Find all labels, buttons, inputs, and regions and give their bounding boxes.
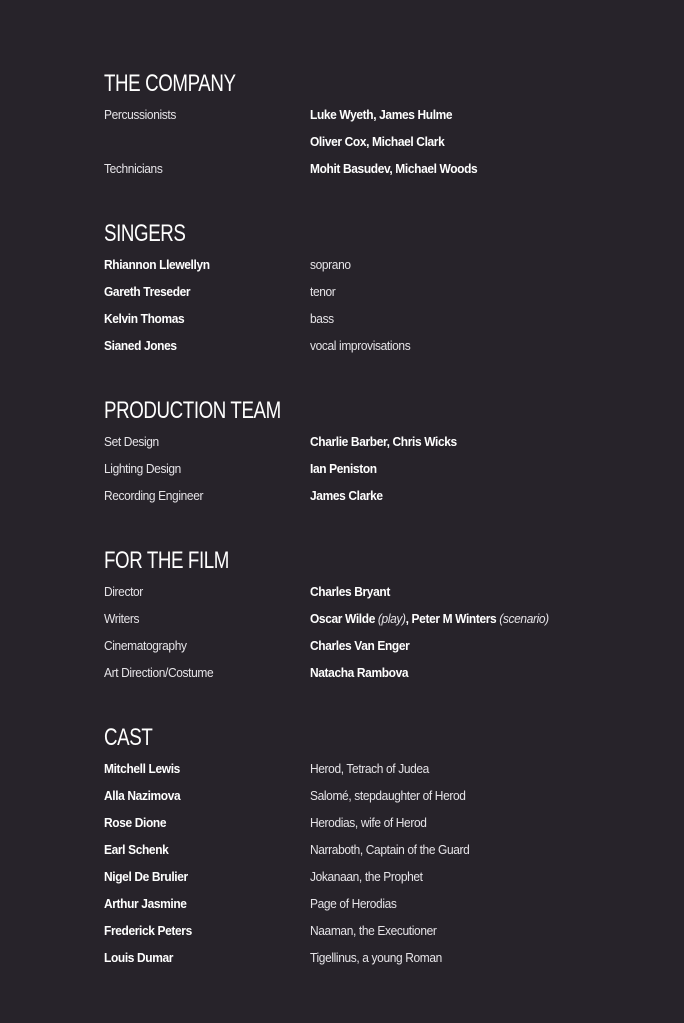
singer-name: Sianed Jones [104, 338, 177, 353]
film-role: Writers [104, 611, 140, 626]
singer-row [104, 310, 664, 337]
film-names: Natacha Rambova [310, 665, 409, 680]
production-section [104, 397, 664, 514]
singer-voice: tenor [310, 284, 336, 299]
cast-row [104, 787, 664, 814]
production-row [104, 487, 664, 514]
film-row [104, 637, 664, 664]
writer-note: (scenario) [499, 611, 549, 626]
cast-row [104, 760, 664, 787]
cast-actor: Alla Nazimova [104, 788, 181, 803]
writer-name: Peter M Winters [411, 611, 497, 626]
production-role: Recording Engineer [104, 488, 204, 503]
production-role: Lighting Design [104, 461, 181, 476]
cast-row [104, 922, 664, 949]
cast-character: Jokanaan, the Prophet [310, 869, 423, 884]
cast-actor: Nigel De Brulier [104, 869, 188, 884]
singer-row [104, 256, 664, 283]
production-names: James Clarke [310, 488, 383, 503]
film-heading: FOR THE FILM [104, 547, 229, 574]
singer-name: Kelvin Thomas [104, 311, 185, 326]
company-list [104, 106, 664, 187]
singer-row [104, 283, 664, 310]
cast-row [104, 949, 664, 976]
singers-heading: SINGERS [104, 220, 186, 247]
film-role: Director [104, 584, 143, 599]
cast-character: Herodias, wife of Herod [310, 815, 427, 830]
production-list [104, 433, 664, 514]
singer-voice: bass [310, 311, 334, 326]
company-role: Percussionists [104, 107, 176, 122]
writer-name: Oscar Wilde [310, 611, 375, 626]
singer-voice: soprano [310, 257, 351, 272]
cast-actor: Louis Dumar [104, 950, 174, 965]
cast-actor: Rose Dione [104, 815, 167, 830]
cast-character: Narraboth, Captain of the Guard [310, 842, 470, 857]
cast-heading: CAST [104, 724, 153, 751]
cast-character: Tigellinus, a young Roman [310, 950, 442, 965]
cast-actor: Earl Schenk [104, 842, 169, 857]
production-names: Ian Peniston [310, 461, 377, 476]
singer-name: Gareth Treseder [104, 284, 191, 299]
film-names: Charles Bryant [310, 584, 390, 599]
film-row [104, 664, 664, 691]
company-row [104, 106, 664, 133]
cast-row [104, 895, 664, 922]
cast-actor: Frederick Peters [104, 923, 192, 938]
singers-section [104, 220, 664, 364]
singers-list [104, 256, 664, 364]
cast-actor: Arthur Jasmine [104, 896, 187, 911]
company-names: Luke Wyeth, James Hulme [310, 107, 453, 122]
cast-character: Naaman, the Executioner [310, 923, 437, 938]
writer-note: (play) [377, 611, 406, 626]
company-names: Oliver Cox, Michael Clark [310, 134, 445, 149]
production-role: Set Design [104, 434, 159, 449]
cast-row [104, 868, 664, 895]
production-row [104, 433, 664, 460]
production-row [104, 460, 664, 487]
cast-actor: Mitchell Lewis [104, 761, 180, 776]
company-role: Technicians [104, 161, 163, 176]
film-writers [310, 610, 549, 628]
film-row [104, 610, 664, 637]
film-names: Charles Van Enger [310, 638, 410, 653]
writer-separator: , [405, 611, 409, 626]
film-row [104, 583, 664, 610]
cast-row [104, 841, 664, 868]
cast-section [104, 724, 664, 976]
cast-row [104, 814, 664, 841]
singer-row [104, 337, 664, 364]
film-section [104, 547, 664, 691]
company-heading: THE COMPANY [104, 70, 236, 97]
film-list [104, 583, 664, 691]
production-heading: PRODUCTION TEAM [104, 397, 281, 424]
company-names: Mohit Basudev, Michael Woods [310, 161, 478, 176]
cast-list [104, 760, 664, 976]
singer-name: Rhiannon Llewellyn [104, 257, 210, 272]
production-names: Charlie Barber, Chris Wicks [310, 434, 457, 449]
cast-character: Salomé, stepdaughter of Herod [310, 788, 466, 803]
cast-character: Page of Herodias [310, 896, 397, 911]
company-row [104, 133, 664, 160]
company-section [104, 70, 664, 187]
film-role: Art Direction/Costume [104, 665, 214, 680]
film-role: Cinematography [104, 638, 187, 653]
cast-character: Herod, Tetrach of Judea [310, 761, 429, 776]
singer-voice: vocal improvisations [310, 338, 411, 353]
company-row [104, 160, 664, 187]
